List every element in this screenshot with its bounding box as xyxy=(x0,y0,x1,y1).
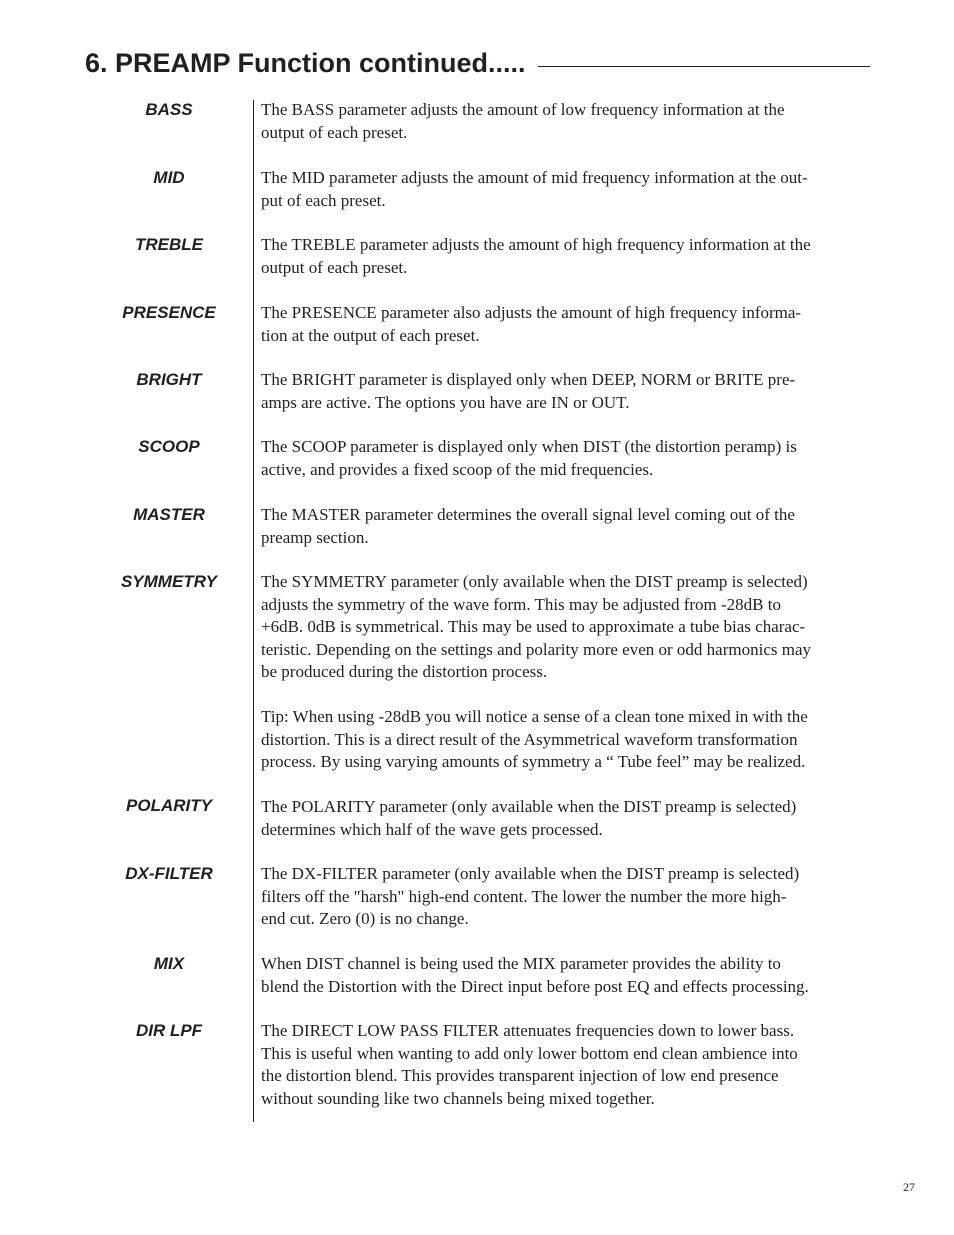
param-polarity-description: The POLARITY parameter (only available when the DIST preamp is selected) determines which half of the wave gets processed. xyxy=(261,797,797,839)
page-title: 6. PREAMP Function continued..... xyxy=(85,48,526,78)
param-dir-lpf-label: DIR LPF xyxy=(135,1021,203,1040)
column-divider xyxy=(253,100,254,1122)
param-bright-description: The BRIGHT parameter is displayed only when DEEP, NORM or BRITE pre- amps are active. The options you have are IN or OUT. xyxy=(261,370,796,412)
param-bass-description: The BASS parameter adjusts the amount of low frequency information at the output of each preset. xyxy=(261,100,785,142)
param-mid-description: The MID parameter adjusts the amount of mid frequency information at the out- put of each preset. xyxy=(261,168,808,210)
param-symmetry-label: SYMMETRY xyxy=(120,572,218,591)
page-number: 27 xyxy=(903,1180,915,1194)
param-presence-description: The PRESENCE parameter also adjusts the amount of high frequency informa- tion at the output of each preset. xyxy=(261,303,802,345)
param-mid-label: MID xyxy=(153,168,185,187)
param-mix-label: MIX xyxy=(153,954,185,973)
param-bright-label: BRIGHT xyxy=(136,370,202,389)
param-presence-label: PRESENCE xyxy=(122,303,216,322)
symmetry-tip: Tip: When using -28dB you will notice a sense of a clean tone mixed in with the distortion. This is a direct result of the Asymmetrical waveform transformation process. By using varying amounts of symmetry a “ Tube feel” may be realized. xyxy=(261,707,808,772)
param-scoop-label: SCOOP xyxy=(138,437,200,456)
param-master-label: MASTER xyxy=(133,505,205,524)
param-treble-label: TREBLE xyxy=(135,235,203,254)
param-symmetry-description: The SYMMETRY parameter (only available when the DIST preamp is selected) adjusts the symmetry of the wave form. This may be adjusted from -28dB to +6dB. 0dB is symmetrical. This may be used to approximate a tube bias charac- teristic. Depending on the settings and polarity more even or odd harmonics may be produced during the distortion process. xyxy=(261,572,812,682)
param-master-description: The MASTER parameter determines the overall signal level coming out of the preamp section. xyxy=(261,505,795,547)
param-bass-label: BASS xyxy=(145,100,193,119)
param-dir-lpf-description: The DIRECT LOW PASS FILTER attenuates frequencies down to lower bass. This is useful when wanting to add only lower bottom end clean ambience into the distortion blend. This provides transparent injection of low end presence without sounding like two channels being mixed together. xyxy=(261,1021,798,1108)
param-scoop-description: The SCOOP parameter is displayed only when DIST (the distortion peramp) is active, and provides a fixed scoop of the mid frequencies. xyxy=(261,437,797,479)
param-mix-description: When DIST channel is being used the MIX parameter provides the ability to blend the Distortion with the Direct input before post EQ and effects processing. xyxy=(261,954,809,996)
page-header xyxy=(85,48,870,79)
param-dx-filter-description: The DX-FILTER parameter (only available when the DIST preamp is selected) filters off the "harsh" high-end content. The lower the number the more high- end cut. Zero (0) is no change. xyxy=(261,864,800,929)
param-treble-description: The TREBLE parameter adjusts the amount of high frequency information at the output of each preset. xyxy=(261,235,811,277)
param-dx-filter-label: DX-FILTER xyxy=(125,864,213,883)
title-rule xyxy=(538,66,870,67)
param-polarity-label: POLARITY xyxy=(126,796,212,815)
